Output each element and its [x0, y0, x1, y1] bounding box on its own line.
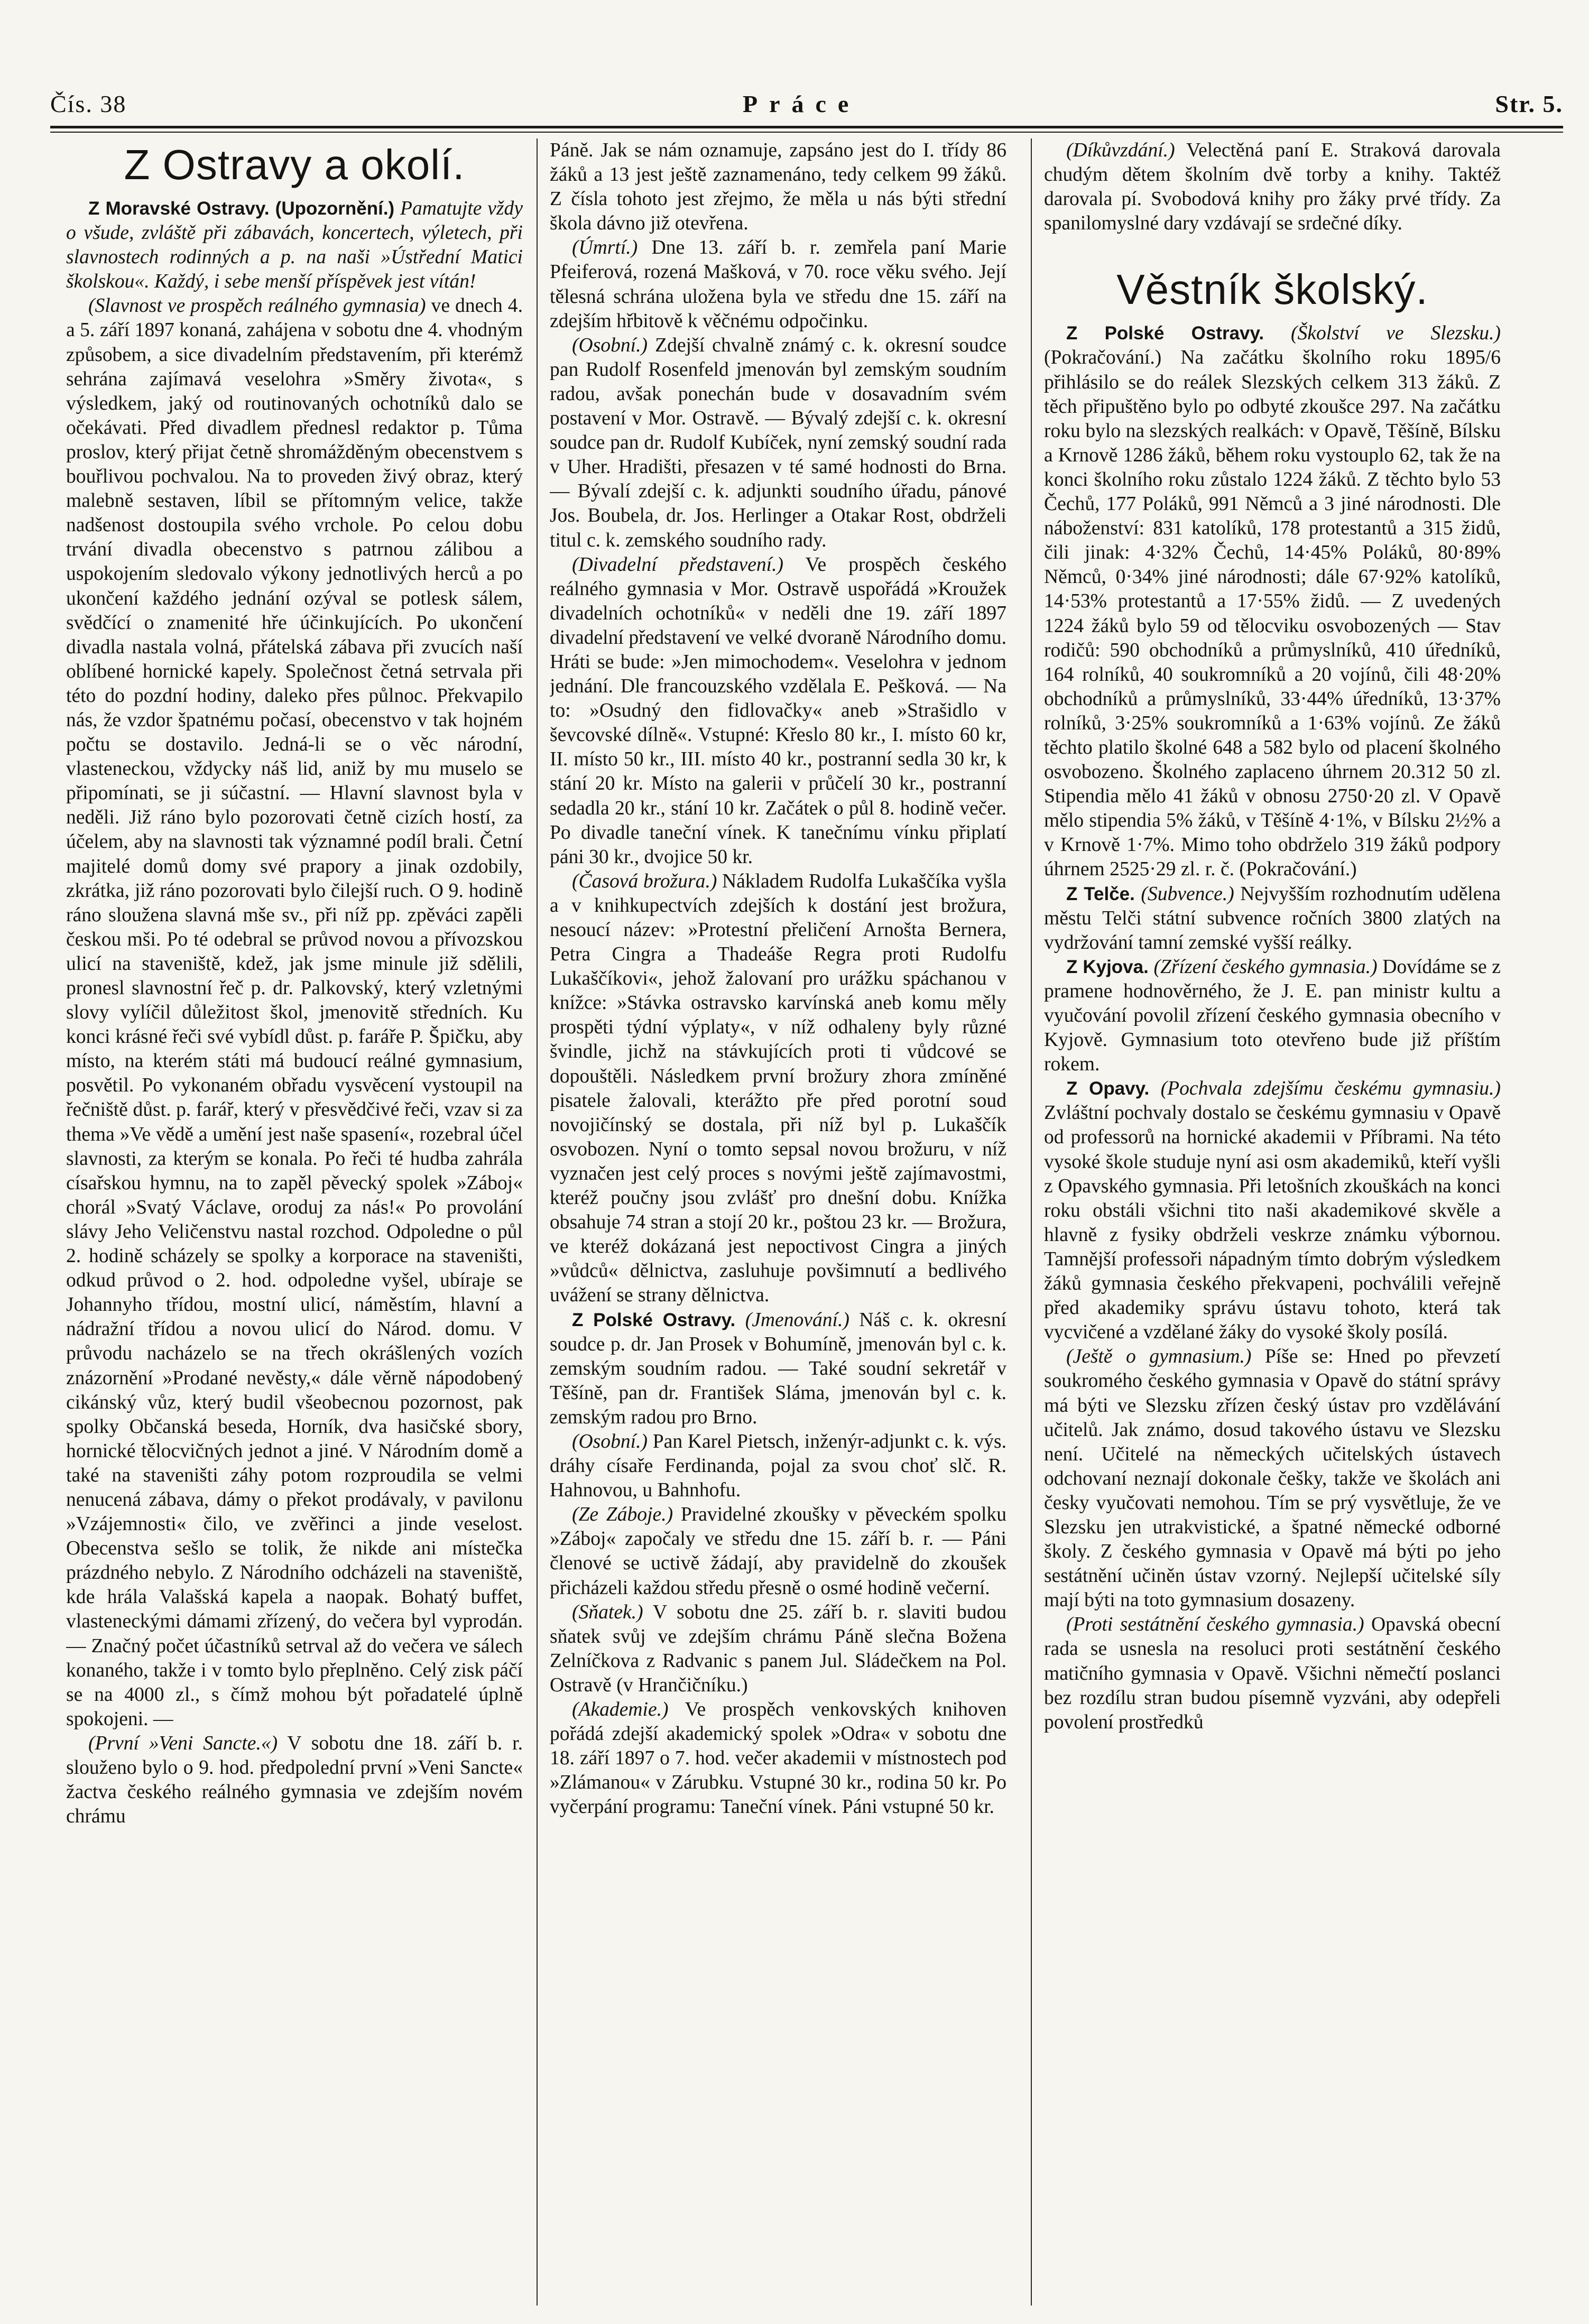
body-text: Náš c. k. okresní soudce p. dr. Jan Prosek v Bohumíně, jmenován byl c. k. zemským soudním radou. — Také soudní sekretář v Těšíně, pan dr. František Sláma, jmenován byl c. k. zemským radou pro Brno.	[550, 1309, 1006, 1428]
place-heading: Z Opavy.	[1066, 1078, 1150, 1099]
body-text: Opavská obecní rada se usnesla na resoluci proti sestátnění českého matičního gymnasia v Opavě. Všichni němečtí poslanci bez rozdílu stran budou písemně vyzváni, aby odepřeli povolení prostředků	[1044, 1614, 1501, 1733]
article-paragraph	[550, 334, 1006, 553]
newspaper-title: Práce	[743, 90, 861, 117]
subheading: (Jmenování.)	[745, 1309, 849, 1331]
subheading: (Zřízení českého gymnasia.)	[1153, 956, 1378, 978]
subheading: (Subvence.)	[1141, 883, 1234, 905]
body-text: Nejvyšším rozhodnutím udělena městu Telči státní subvence ročních 3800 zlatých na vydržování tamní zemské vyšší reálky.	[1044, 883, 1501, 953]
body-text: Píše se: Hned po převzetí soukromého českého gymnasia v Opavě do státní správy má býti ve Slezsku zřízen český ústav pro vzdělávání učitelů. Jak známo, dosud takového ústavu ve Slezsku není. Učitelé na německých učitelských ústavech odchovaní neznají dokonale češky, takže ve školách ani česky vyučovati nemohou. Tím se prý vysvětluje, že ve Slezsku jen utrakvistické, a špatné německé odborné školy. Z českého gymnasia v Opavě má býti po jeho sestátnění učiněn ústav vzorný. Nejlepší učitelské síly mají býti na toto gymnasium dosazeny.	[1044, 1346, 1501, 1612]
place-heading: Z Kyjova.	[1066, 956, 1149, 977]
column-divider	[1031, 138, 1032, 2306]
section-title: Z Ostravy a okolí.	[124, 141, 465, 188]
body-text: Pan Karel Pietsch, inženýr-adjunkt c. k. výs. dráhy císaře Ferdinanda, pojal za svou choť slč. R. Hahnovou, u Bahnhofu.	[550, 1430, 1006, 1502]
article-paragraph	[550, 138, 1006, 236]
article-paragraph	[66, 1732, 523, 1829]
subheading: (Časová brožura.)	[572, 870, 717, 892]
subheading: (Proti sestátnění českého gymnasia.)	[1066, 1614, 1364, 1636]
article-paragraph	[66, 197, 523, 294]
body-text: Zvláštní pochvaly dostalo se českému gymnasiu v Opavě od professorů na hornické akademii v Příbrami. Na této vysoké škole studuje nyní asi osm akademiků, kteří vyšli z Opavského gymnasia. Při letošních zkouškách na konci roku obstáli všichni tito naši akademikové skvěle a hlavně z fysiky obdrželi veskrze známku výbornou. Tamnější professoři nápadným tímto dobrým výsledkem žáků gymnasia českého překvapeni, pochválili veřejně před akademiky správu ústavu tohoto, která tak vycvičené a vzdělané žáky do vysoké školy posílá.	[1044, 1102, 1501, 1344]
body-text: Pravidelné zkoušky v pěveckém spolku »Záboj« započaly ve středu dne 15. září b. r. — Páni členové se uctivě žádají, aby pravidelně do zkoušek přicházeli každou středu přesně o osmé hodině večerní.	[550, 1504, 1006, 1599]
column-divider	[537, 138, 538, 2306]
page-header	[50, 85, 1563, 122]
body-text: ve dnech 4. a 5. září 1897 konaná, zahájena v sobotu dne 4. vhodným způsobem, a sice divadelním představením, při kterémž sehrána zajímavá veselohra »Směry života«, s výsledkem, jaký od routinovaných ochotníků dalo se očekávati. Před divadlem přednesl redaktor p. Tůma proslov, který přijat četně shromážděným obecenstvem s bouřlivou pochvalou. Na to proveden živý obraz, který malebně sestaven, líbil se přítomným velice, takže nadšenost dostoupila svého vrchole. Po celou dobu trvání divadla obecenstvo s patrnou zálibou a uspokojením sledovalo výkony jednotlivých herců a po ukončení každého jednání ozýval se potlesk sálem, svědčící o znamenité hře účinkujících. Po ukončení divadla nastala volná, přátelská zábava při zvucích naší oblíbené hornické kapely. Společnost četná setrvala při této do pozdní hodiny, daleko přes půlnoc. Překvapilo nás, že vzdor špatnému počasí, obecenstvo v tak hojném počtu se dostavilo. Jedná-li se o věc národní, vlasteneckou, vždycky náš lid, aniž by mu muselo se připomínati, se ji súčastní. — Hlavní slavnost byla v neděli. Již ráno bylo pozorovati četně cizích hostí, za účelem, aby na slavnosti tak významné podíl brali. Četní majitelé domů domy své prapory a jinak ozdobily, zkrátka, již ráno pozorovati bylo čilejší ruch. O 9. hodině ráno sloužena slavná mše sv., při níž pp. zpěváci zapěli českou mši. Po té odebral se průvod novou a přívozskou ulicí na staveniště, kdež, jak jsme minule již sdělili, pronesl slavnostní řeč p. dr. Palkovský, který vzletnými slovy vylíčil důležitost škol, jmenovitě středních. Ku konci krásné řeči své vybídl důst. p. faráře P. Špičku, aby místo, na kterém státi má budoucí reálné gymnasium, posvětil. Po vykonaném obřadu vysvěcení vystoupil na řečniště důst. p. farář, který v přesvědčivé řeči, vzav si za thema »Ve vědě a umění jest naše spasení«, rozebral účel slavnosti, za kterým se konala. Po řeči té hudba zahrála císařskou hymnu, na to zapěl pěvecký spolek »Záboj« chorál »Svatý Václave, oroduj za nás!« Po provolání slávy Jeho Veličenstvu nastal rozchod. Odpoledne o půl 2. hodině scházely se spolky a korporace na staveništi, odkud průvod o 2. hod. odpoledne vyšel, ubíraje se Johannyho třídou, mostní ulicí, náměstím, hlavní a nádražní třídou a novou ulicí do Národ. domu. V průvodu nacházelo se na třech okrášlených vozích znázornění »Prodané nevěsty,« dále věrně nápodobený cikánský vůz, který budil všeobecnou pozornost, pak spolky Občanská beseda, Horník, dva hasičské sbory, hornické tělocvičných jednot a jiné. V Národním domě a také na staveništi záhy potom rozproudila se velmi nenucená zábava, dámy o překot prodávaly, v pavilonu »Vzájemnosti« čilo, ve zvěřinci a jinde veselost. Obecenstva sešlo se tolik, že nikde ani místečka prázdného nebylo. Z Národního odcházeli na staveniště, kde hrála Valašská kapela a naopak. Bohatý buffet, vlasteneckými dámami zřízený, do večera byl vyprodán. — Značný počet účastníků setrval až do večera ve sálech konaného, takže i v tomto bylo přeplněno. Celý zisk páčí se na 4000 zl., s čímž mohou být pořadatelé úplně spokojeni. —	[66, 295, 523, 1730]
page-number: Str. 5.	[1495, 90, 1563, 117]
article-paragraph	[550, 236, 1006, 333]
article-paragraph	[1044, 882, 1501, 955]
body-text: (Pokračování.) Na začátku školního roku 1895/6 přihlásilo se do reálek Slezských celkem 313 žáků. Z těch připuštěno bylo po odbyté zkoušce 297. Na začátku roku bylo na slezských realkách: v Opavě, Těšíně, Bílsku a Krnově 1286 žáků, během roku vystouplo 62, tak že na konci školního roku zůstalo 1224 žáků. Z těchto bylo 53 Čechů, 177 Poláků, 991 Němců a 3 jiné národnosti. Dle náboženství: 831 katolíků, 178 protestantů a 315 židů, čili jinak: 4·32% Čechů, 14·45% Poláků, 80·89% Němců, 0·34% jiné národnosti; dále 67·92% katolíků, 14·53% protestantů a 17·55% židů. — Z uvedených 1224 žáků bylo 59 od tělocviku osvobozených — Stav rodičů: 590 obchodníků a průmyslníků, 410 úředníků, 164 rolníků, 40 soukromníků a 20 vojínů, čili 48·20% obchodníků a průmyslníků, 33·44% úředníků, 13·37% rolníků, 3·25% soukromníků a 1·63% vojínů. Ze žáků těchto platilo školné 648 a 582 bylo od placení školného osvobozeno. Školného zaplaceno úhrnem 20.312 50 zl. Stipendia mělo 41 žáků v obnosu 2750·20 zl. V Opavě mělo stipendia 5% žáků, v Těšíně 4·1%, v Bílsku 2½% a v Krnově 1·7%. Mimo toho obdrželo 319 žáků podpory úhrnem 2525·29 zl. r. č. (Pokračování.)	[1044, 347, 1501, 881]
subheading: (Úmrtí.)	[572, 237, 638, 259]
header-rule	[50, 126, 1563, 133]
article-paragraph	[1044, 1077, 1501, 1345]
subheading: (Akademie.)	[572, 1699, 669, 1720]
subheading: (Ještě o gymnasium.)	[1066, 1346, 1252, 1368]
issue-number: Čís. 38	[50, 90, 127, 117]
subheading: (Díkůvzdání.)	[1066, 140, 1175, 161]
subheading: (První »Veni Sancte.«)	[88, 1732, 278, 1754]
section-title: Věstník školský.	[1116, 266, 1428, 313]
article-paragraph	[1044, 955, 1501, 1077]
article-paragraph	[550, 1308, 1006, 1430]
subheading: (Slavnost ve prospěch reálného gymnasia)	[88, 295, 426, 317]
article-paragraph	[1044, 138, 1501, 236]
body-text: Nákladem Rudolfa Lukaščíka vyšla a v knihkupectvích zdejších k dostání jest brožura, nesoucí název: »Protestní přeličení Arnošta Bernera, Petra Cingra a Thadeáše Regra proti Rudolfu Lukaščíkovi«, jehož žalovaní pro urážku spáchanou v knížce: »Stávka ostravsko karvínská aneb komu měly prospěti týdní výplaty«, v níž odhaleny byly různé švindle, jichž na stávkujících proti ti vůdcové se dopouštěli. Následkem první brožury zhora zmíněné pisatele žalovali, kterážto pře před porotní soud novojičínský se dostala, při níž byl p. Lukaščík osvobozen. Nyní o tomto sepsal novou brožuru, v níž vyznačen jest celý proces s novými ještě zajímavostmi, kteréž poučny jsou zvlášť pro dnešní dobu. Knížka obsahuje 74 stran a stojí 20 kr., poštou 23 kr. — Brožura, ve kteréž dokázaná jest nepoctivost Cingra a jiných »vůdců« dělnictva, zasluhuje povšimnutí a bedlivého uvážení se strany dělnictva.	[550, 870, 1006, 1307]
article-column-2	[550, 138, 1006, 2306]
place-heading: Z Polské Ostravy.	[1066, 323, 1264, 344]
article-paragraph	[1044, 1345, 1501, 1613]
article-paragraph	[1044, 321, 1501, 882]
subheading: Pamatujte vždy o všude, zvláště při zábavách, koncertech, výletech, při slavnostech rodinných a p. na naši »Ústřední Matici školskou«. Každý, i sebe menší příspěvek jest vítán!	[66, 198, 523, 293]
body-text: Ve prospěch venkovských knihoven pořádá zdejší akademický spolek »Odra« v sobotu dne 18. září 1897 o 7. hod. večer akademii v místnostech pod »Zlámanou« v Zárubku. Vstupné 30 kr., rodina 50 kr. Po vyčerpání programu: Taneční vínek. Páni vstupné 50 kr.	[550, 1699, 1006, 1818]
body-text: Páně. Jak se nám oznamuje, zapsáno jest do I. třídy 86 žáků a 13 jest ještě zaznamenáno, tedy celkem 99 žáků. Z čísla tohoto jest zřejmo, že měla u nás býti střední škola dávno již otevřena.	[550, 140, 1006, 235]
subheading: (Osobní.)	[572, 334, 648, 356]
subheading: (Sňatek.)	[572, 1601, 643, 1623]
body-text: Ve prospěch českého reálného gymnasia v Mor. Ostravě uspořádá »Kroužek divadelních ochotníků« v neděli dne 19. září 1897 divadelní představení ve velké dvoraně Národního domu. Hráti se bude: »Jen mimochodem«. Veselohra v jednom jednání. Dle francouzského vzdělala E. Pešková. — Na to: »Osudný den fidlovačky« aneb »Strašidlo v ševcovské dílně«. Vstupné: Křeslo 80 kr., I. místo 60 kr, II. místo 50 kr., III. místo 40 kr., postranní sedla 30 kr, k stání 20 kr. Místo na galerii v průčelí 30 kr., postranní sedadla 20 kr., stání 10 kr. Začátek o půl 8. hodině večer. Po divadle taneční vínek. K tanečnímu vínku připlatí páni 30 kr., dvojice 50 kr.	[550, 553, 1006, 868]
article-paragraph	[550, 1430, 1006, 1503]
body-text: Velectěná paní E. Straková darovala chudým dětem školním dvě torby a knihy. Taktéž darovala pí. Svobodová knihy pro žáky prvé třídy. Za spanilomyslné dary vzdávají se srdečné díky.	[1044, 140, 1501, 235]
article-paragraph	[550, 553, 1006, 869]
body-text: Zdejší chvalně známý c. k. okresní soudce pan Rudolf Rosenfeld jmenován byl zemským soudním radou, avšak ponechán bude v dosavadním svém postavení v Mor. Ostravě. — Bývalý zdejší c. k. okresní soudce pan dr. Rudolf Kubíček, nyní zemský soudní rada v Uher. Hradišti, přesazen v té samé hodnosti do Brna. — Bývalí zdejší c. k. adjunkti soudního úřadu, pánové Jos. Boubela, dr. Jos. Herlinger a Otakar Rost, obdrželi titul c. k. zemského soudního rady.	[550, 334, 1006, 551]
subheading: (Pochvala zdejšímu českému gymnasiu.)	[1160, 1078, 1501, 1100]
subheading: (Divadelní představení.)	[572, 553, 784, 576]
article-column-3	[1044, 138, 1501, 2306]
article-paragraph	[550, 1698, 1006, 1819]
article-paragraph	[66, 294, 523, 1732]
place-heading: Z Moravské Ostravy. (Upozornění.)	[88, 198, 395, 219]
article-paragraph	[550, 869, 1006, 1308]
subheading: (Osobní.)	[572, 1430, 648, 1452]
article-paragraph	[550, 1600, 1006, 1698]
body-text: Dovídáme se z pramene hodnověrného, že J. E. pan ministr kultu a vyučování povolil zřízení českého gymnasia obecního v Kyjově. Gymnasium toto otevřeno bude již příštím rokem.	[1044, 956, 1501, 1076]
body-text: V sobotu dne 25. září b. r. slaviti budou sňatek svůj ve zdejším chrámu Páně slečna Božena Zelníčkova z Radvanic s panem Jul. Sládečkem na Pol. Ostravě (v Hrančičníku.)	[550, 1601, 1006, 1696]
body-text: Dne 13. září b. r. zemřela paní Marie Pfeiferová, rozená Mašková, v 70. roce věku svého. Její tělesná schrána uložena byla ve středu dne 15. září na zdejším hřbitově k věčnému odpočinku.	[550, 237, 1006, 332]
subheading: (Školství ve Slezsku.)	[1290, 322, 1501, 345]
place-heading: Z Telče.	[1066, 883, 1135, 904]
subheading: (Ze Záboje.)	[572, 1504, 673, 1526]
body-text: V sobotu dne 18. září b. r. slouženo bylo o 9. hod. předpolední první »Veni Sancte« žactva českého reálného gymnasia ve zdejším novém chrámu	[66, 1732, 523, 1828]
place-heading: Z Polské Ostravy.	[572, 1309, 736, 1330]
article-column-1	[66, 138, 523, 2306]
article-paragraph	[550, 1503, 1006, 1600]
article-paragraph	[1044, 1613, 1501, 1734]
